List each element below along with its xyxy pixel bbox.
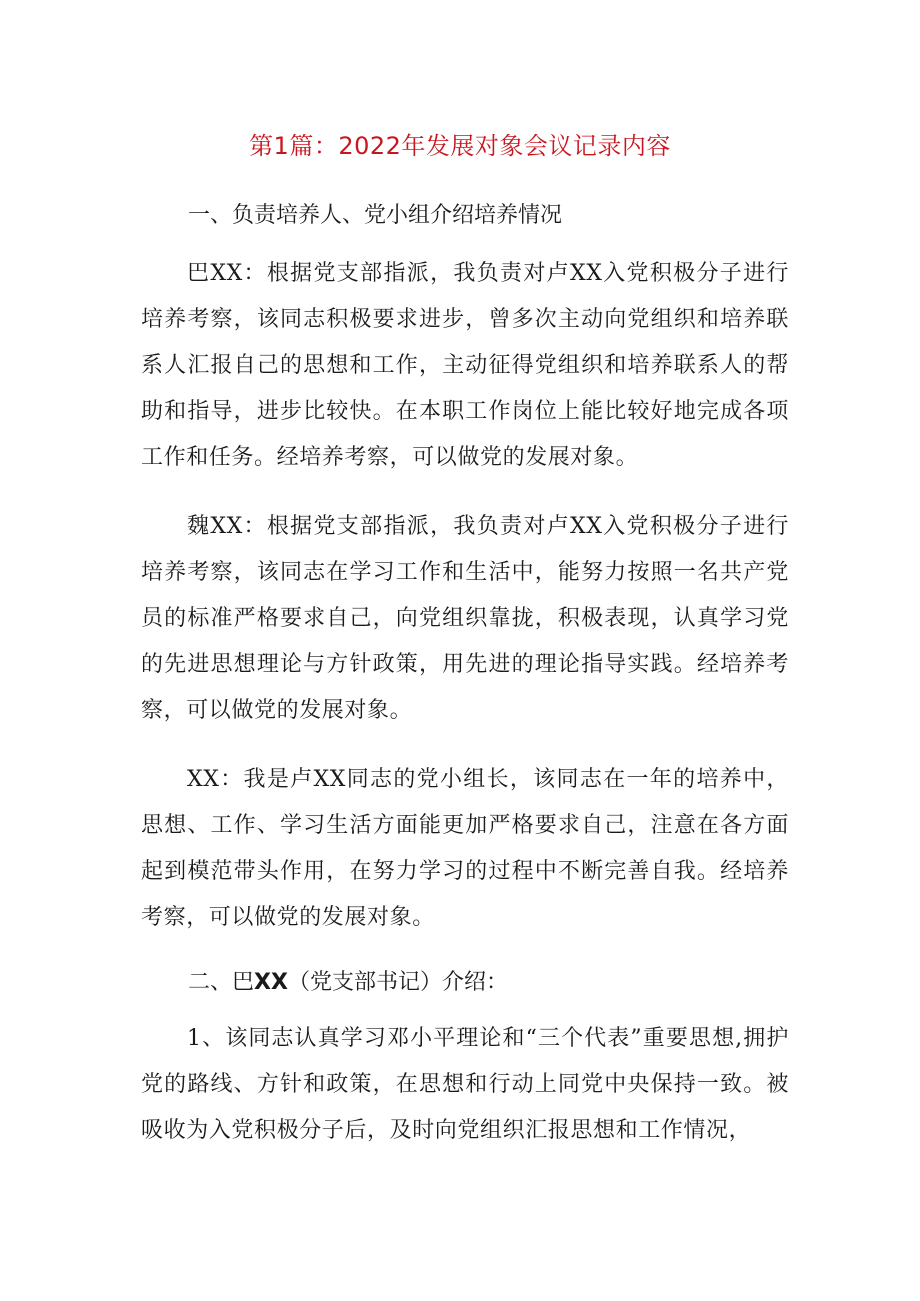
section1-heading: 一、负责培养人、党小组介绍培养情况	[188, 203, 563, 228]
section2-heading	[188, 966, 508, 1000]
paragraph-point-1: 1、该同志认真学习邓小平理论和“三个代表”重要思想,拥护党的路线、方针和政策，在思想和行动上同党中央保持一致。被吸收为入党积极分子后，及时向党组织汇报思想和工作情况，	[141, 1026, 789, 1143]
document-title: 第1篇：2022年发展对象会议记录内容	[249, 132, 671, 160]
section2-heading-suffix: （党支部书记）介绍：	[287, 970, 508, 995]
paragraph-ba: 巴XX：根据党支部指派，我负责对卢XX入党积极分子进行培养考察，该同志积极要求进步，曾多次主动向党组织和培养联系人汇报自己的思想和工作，主动征得党组织和培养联系人的帮助和指导，进步比较快。在本职工作岗位上能比较好地完成各项工作和任务。经培养考察，可以做党的发展对象。	[141, 261, 789, 470]
section2-heading-prefix: 二、巴	[188, 970, 255, 995]
paragraph-wei: 魏XX：根据党支部指派，我负责对卢XX入党积极分子进行培养考察，该同志在学习工作和生活中，能努力按照一名共产党员的标准严格要求自己，向党组织靠拢，积极表现，认真学习党的先进思想理论与方针政策，用先进的理论指导实践。经培养考察，可以做党的发展对象。	[141, 514, 789, 723]
paragraph-xx: XX：我是卢XX同志的党小组长，该同志在一年的培养中，思想、工作、学习生活方面能更加严格要求自己，注意在各方面起到模范带头作用，在努力学习的过程中不断完善自我。经培养考察，可以做党的发展对象。	[141, 767, 789, 930]
section2-heading-name: XX	[254, 970, 288, 995]
